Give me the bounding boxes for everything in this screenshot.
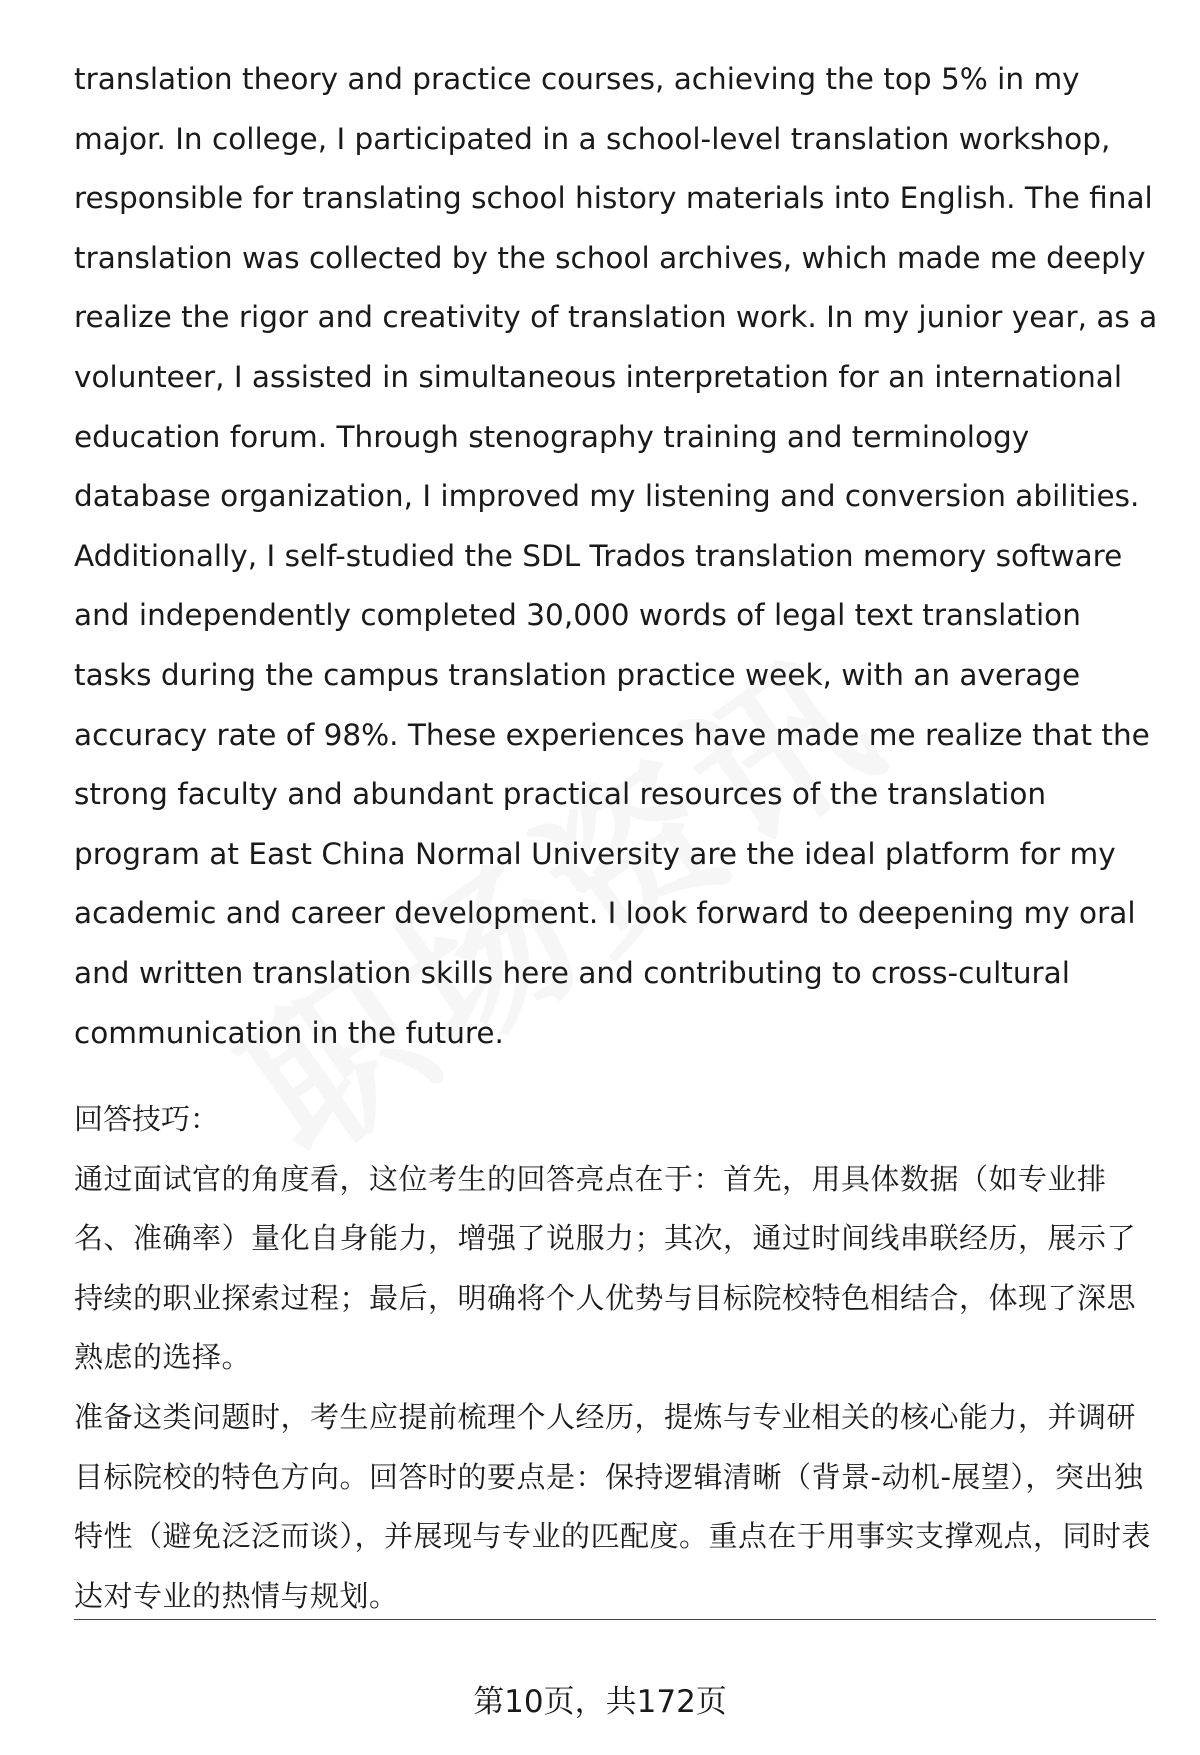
- footer-divider: [74, 1619, 1156, 1620]
- tips-paragraph: 通过面试官的角度看，这位考生的回答亮点在于：首先，用具体数据（如专业排名、准确率）量化自身能力，增强了说服力；其次，通过时间线串联经历，展示了持续的职业探索过程；最后，明确将个人优势与目标院校特色相结合，体现了深思熟虑的选择。: [74, 1161, 1137, 1375]
- page-number: 第10页，共172页: [473, 1684, 727, 1720]
- tips-heading: 回答技巧：: [74, 1102, 220, 1137]
- document-page: [74, 50, 1164, 1626]
- english-answer-paragraph: translation theory and practice courses, achieving the top 5% in my major. In college, I participated in a school-level translation workshop, responsible for translating school history materials into English. The final translation was collected by the school archives, which made me deeply realize the rigor and creativity of translation work. In my junior year, as a volunteer, I assisted in simultaneous interpretation for an international education forum. Through stenography training and terminology database organization, I improved my listening and conversion abilities. Additionally, I self-studied the SDL Trados translation memory software and independently completed 30,000 words of legal text translation tasks during the campus translation practice week, with an average accuracy rate of 98%. These experiences have made me realize that the strong faculty and abundant practical resources of the translation program at East China Normal University are the ideal platform for my academic and career development. I look forward to deepening my oral and written translation skills here and contributing to cross-cultural communication in the future.: [74, 62, 1158, 1050]
- tips-paragraph: 准备这类问题时，考生应提前梳理个人经历，提炼与专业相关的核心能力，并调研目标院校的特色方向。回答时的要点是：保持逻辑清晰（背景-动机-展望），突出独特性（避免泛泛而谈），并展现与专业的匹配度。重点在于用事实支撑观点，同时表达对专业的热情与规划。: [74, 1400, 1152, 1613]
